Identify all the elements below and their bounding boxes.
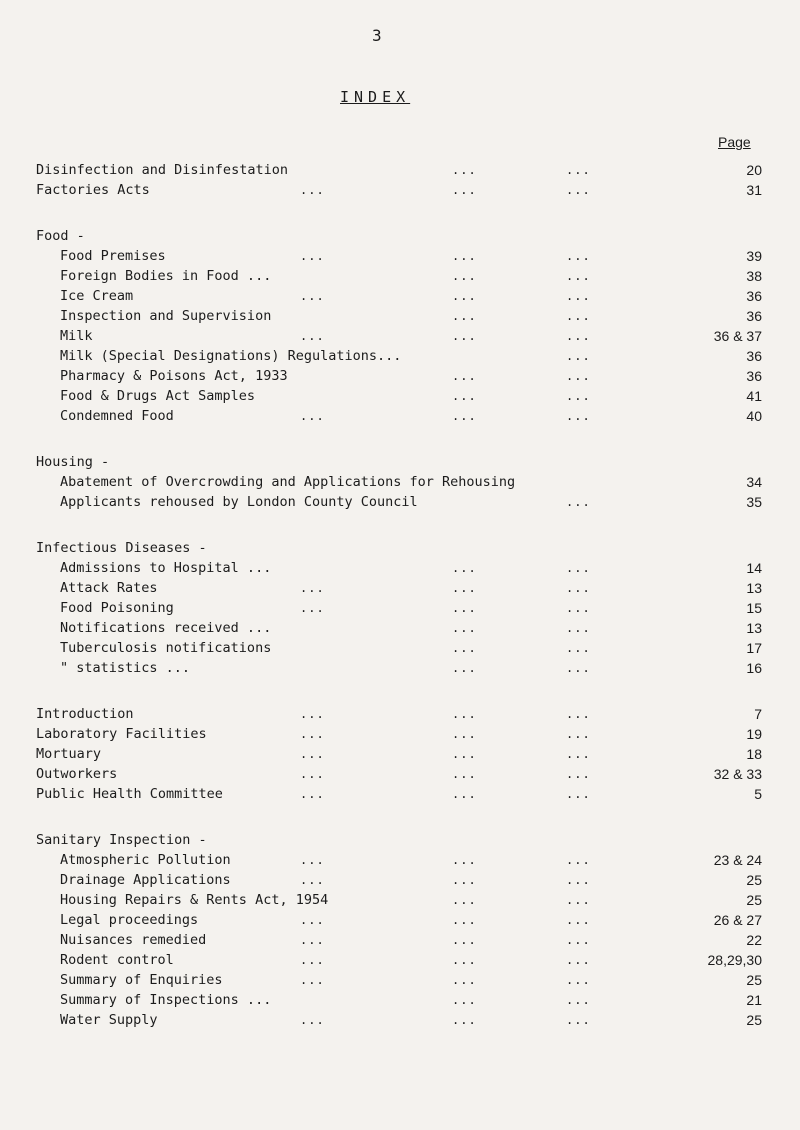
entry-page-number: 32 & 33 bbox=[713, 766, 762, 782]
entry-label: Milk bbox=[60, 328, 93, 344]
entry-label: Condemned Food bbox=[60, 408, 174, 424]
leader-dots: ... bbox=[300, 707, 325, 721]
leader-dots: ... bbox=[452, 853, 477, 867]
entry-label: Applicants rehoused by London County Council bbox=[60, 494, 418, 510]
leader-dots: ... bbox=[452, 1013, 477, 1027]
leader-dots: ... bbox=[566, 561, 591, 575]
leader-dots: ... bbox=[452, 973, 477, 987]
leader-dots: ... bbox=[452, 163, 477, 177]
entry-page-number: 13 bbox=[746, 620, 762, 636]
entry-page-number: 15 bbox=[746, 600, 762, 616]
entry-page-number: 31 bbox=[746, 182, 762, 198]
entry-label: Introduction bbox=[36, 706, 134, 722]
leader-dots: ... bbox=[566, 495, 591, 509]
leader-dots: ... bbox=[300, 953, 325, 967]
leader-dots: ... bbox=[566, 163, 591, 177]
entry-label: Tuberculosis notifications bbox=[60, 640, 272, 656]
index-entry bbox=[0, 306, 800, 326]
leader-dots: ... bbox=[452, 269, 477, 283]
leader-dots: ... bbox=[566, 389, 591, 403]
entry-page-number: 36 & 37 bbox=[713, 328, 762, 344]
index-entry bbox=[0, 578, 800, 598]
entry-label: Food Poisoning bbox=[60, 600, 174, 616]
leader-dots: ... bbox=[566, 973, 591, 987]
index-entry bbox=[0, 704, 800, 724]
leader-dots: ... bbox=[452, 183, 477, 197]
entry-page-number: 35 bbox=[746, 494, 762, 510]
entry-page-number: 23 & 24 bbox=[713, 852, 762, 868]
leader-dots: ... bbox=[566, 289, 591, 303]
entry-label: Ice Cream bbox=[60, 288, 134, 304]
section-gap bbox=[0, 678, 800, 704]
leader-dots: ... bbox=[300, 581, 325, 595]
entry-page-number: 20 bbox=[746, 162, 762, 178]
index-entry bbox=[0, 160, 800, 180]
entry-page-number: 36 bbox=[746, 308, 762, 324]
index-list bbox=[0, 160, 800, 1030]
leader-dots: ... bbox=[452, 389, 477, 403]
leader-dots: ... bbox=[566, 767, 591, 781]
leader-dots: ... bbox=[452, 661, 477, 675]
leader-dots: ... bbox=[452, 641, 477, 655]
entry-label: Housing Repairs & Rents Act, 1954 bbox=[60, 892, 329, 908]
leader-dots: ... bbox=[566, 707, 591, 721]
entry-label: Nuisances remedied bbox=[60, 932, 207, 948]
leader-dots: ... bbox=[452, 289, 477, 303]
entry-page-number: 36 bbox=[746, 288, 762, 304]
entry-page-number: 25 bbox=[746, 872, 762, 888]
entry-page-number: 34 bbox=[746, 474, 762, 490]
index-entry bbox=[0, 990, 800, 1010]
entry-page-number: 18 bbox=[746, 746, 762, 762]
index-entry bbox=[0, 472, 800, 492]
entry-page-number: 5 bbox=[754, 786, 762, 802]
leader-dots: ... bbox=[452, 993, 477, 1007]
entry-label: Food - bbox=[36, 228, 85, 244]
leader-dots: ... bbox=[452, 893, 477, 907]
index-entry bbox=[0, 366, 800, 386]
entry-page-number: 16 bbox=[746, 660, 762, 676]
entry-label: Mortuary bbox=[36, 746, 102, 762]
index-entry bbox=[0, 950, 800, 970]
entry-label: Water Supply bbox=[60, 1012, 158, 1028]
entry-label: Pharmacy & Poisons Act, 1933 bbox=[60, 368, 288, 384]
leader-dots: ... bbox=[566, 661, 591, 675]
entry-label: Attack Rates bbox=[60, 580, 158, 596]
leader-dots: ... bbox=[300, 249, 325, 263]
section-gap bbox=[0, 200, 800, 226]
index-entry bbox=[0, 492, 800, 512]
index-entry bbox=[0, 386, 800, 406]
entry-label: Notifications received ... bbox=[60, 620, 272, 636]
index-entry bbox=[0, 850, 800, 870]
entry-page-number: 25 bbox=[746, 1012, 762, 1028]
entry-page-number: 21 bbox=[746, 992, 762, 1008]
index-entry bbox=[0, 1010, 800, 1030]
leader-dots: ... bbox=[452, 369, 477, 383]
section-gap bbox=[0, 804, 800, 830]
leader-dots: ... bbox=[566, 581, 591, 595]
entry-label: Laboratory Facilities bbox=[36, 726, 207, 742]
index-entry bbox=[0, 724, 800, 744]
entry-page-number: 22 bbox=[746, 932, 762, 948]
index-entry bbox=[0, 266, 800, 286]
leader-dots: ... bbox=[566, 913, 591, 927]
page-number: 3 bbox=[372, 26, 382, 45]
leader-dots: ... bbox=[300, 289, 325, 303]
entry-page-number: 38 bbox=[746, 268, 762, 284]
leader-dots: ... bbox=[452, 329, 477, 343]
leader-dots: ... bbox=[300, 973, 325, 987]
entry-page-number: 14 bbox=[746, 560, 762, 576]
entry-label: Atmospheric Pollution bbox=[60, 852, 231, 868]
entry-label: " statistics ... bbox=[60, 660, 191, 676]
index-entry bbox=[0, 930, 800, 950]
entry-label: Infectious Diseases - bbox=[36, 540, 207, 556]
leader-dots: ... bbox=[566, 349, 591, 363]
leader-dots: ... bbox=[566, 641, 591, 655]
leader-dots: ... bbox=[566, 309, 591, 323]
leader-dots: ... bbox=[566, 621, 591, 635]
entry-page-number: 41 bbox=[746, 388, 762, 404]
page-title: INDEX bbox=[340, 88, 411, 106]
entry-label: Food Premises bbox=[60, 248, 166, 264]
entry-page-number: 25 bbox=[746, 972, 762, 988]
index-entry bbox=[0, 406, 800, 426]
leader-dots: ... bbox=[566, 601, 591, 615]
leader-dots: ... bbox=[300, 933, 325, 947]
leader-dots: ... bbox=[452, 953, 477, 967]
leader-dots: ... bbox=[566, 853, 591, 867]
section-gap bbox=[0, 512, 800, 538]
leader-dots: ... bbox=[300, 767, 325, 781]
index-entry bbox=[0, 598, 800, 618]
entry-page-number: 40 bbox=[746, 408, 762, 424]
leader-dots: ... bbox=[300, 409, 325, 423]
index-entry bbox=[0, 638, 800, 658]
index-entry bbox=[0, 180, 800, 200]
index-entry bbox=[0, 744, 800, 764]
entry-label: Housing - bbox=[36, 454, 110, 470]
leader-dots: ... bbox=[300, 329, 325, 343]
entry-page-number: 25 bbox=[746, 892, 762, 908]
leader-dots: ... bbox=[566, 369, 591, 383]
leader-dots: ... bbox=[452, 601, 477, 615]
index-entry bbox=[0, 246, 800, 266]
leader-dots: ... bbox=[300, 183, 325, 197]
entry-label: Milk (Special Designations) Regulations... bbox=[60, 348, 402, 364]
index-entry bbox=[0, 890, 800, 910]
leader-dots: ... bbox=[452, 913, 477, 927]
entry-label: Summary of Inspections ... bbox=[60, 992, 272, 1008]
leader-dots: ... bbox=[566, 727, 591, 741]
page-column-header: Page bbox=[718, 134, 751, 150]
index-entry bbox=[0, 970, 800, 990]
leader-dots: ... bbox=[300, 1013, 325, 1027]
entry-label: Drainage Applications bbox=[60, 872, 231, 888]
leader-dots: ... bbox=[566, 873, 591, 887]
index-entry bbox=[0, 830, 800, 850]
entry-page-number: 26 & 27 bbox=[713, 912, 762, 928]
entry-label: Rodent control bbox=[60, 952, 174, 968]
index-entry bbox=[0, 658, 800, 678]
leader-dots: ... bbox=[300, 601, 325, 615]
leader-dots: ... bbox=[566, 409, 591, 423]
leader-dots: ... bbox=[566, 953, 591, 967]
index-entry bbox=[0, 764, 800, 784]
leader-dots: ... bbox=[566, 183, 591, 197]
entry-label: Legal proceedings bbox=[60, 912, 199, 928]
leader-dots: ... bbox=[452, 309, 477, 323]
leader-dots: ... bbox=[300, 747, 325, 761]
leader-dots: ... bbox=[452, 873, 477, 887]
entry-page-number: 36 bbox=[746, 368, 762, 384]
leader-dots: ... bbox=[566, 933, 591, 947]
index-entry bbox=[0, 558, 800, 578]
leader-dots: ... bbox=[452, 933, 477, 947]
index-entry bbox=[0, 286, 800, 306]
entry-label: Inspection and Supervision bbox=[60, 308, 272, 324]
entry-page-number: 13 bbox=[746, 580, 762, 596]
index-entry bbox=[0, 910, 800, 930]
entry-page-number: 39 bbox=[746, 248, 762, 264]
leader-dots: ... bbox=[566, 787, 591, 801]
leader-dots: ... bbox=[300, 913, 325, 927]
leader-dots: ... bbox=[566, 269, 591, 283]
leader-dots: ... bbox=[452, 581, 477, 595]
entry-page-number: 17 bbox=[746, 640, 762, 656]
section-gap bbox=[0, 426, 800, 452]
entry-page-number: 19 bbox=[746, 726, 762, 742]
entry-label: Factories Acts bbox=[36, 182, 150, 198]
leader-dots: ... bbox=[452, 767, 477, 781]
leader-dots: ... bbox=[566, 329, 591, 343]
leader-dots: ... bbox=[452, 787, 477, 801]
entry-page-number: 28,29,30 bbox=[707, 952, 762, 968]
leader-dots: ... bbox=[452, 727, 477, 741]
entry-label: Foreign Bodies in Food ... bbox=[60, 268, 272, 284]
index-entry bbox=[0, 346, 800, 366]
leader-dots: ... bbox=[566, 993, 591, 1007]
leader-dots: ... bbox=[452, 707, 477, 721]
leader-dots: ... bbox=[452, 621, 477, 635]
index-entry bbox=[0, 226, 800, 246]
entry-label: Sanitary Inspection - bbox=[36, 832, 207, 848]
leader-dots: ... bbox=[300, 787, 325, 801]
leader-dots: ... bbox=[566, 747, 591, 761]
leader-dots: ... bbox=[452, 561, 477, 575]
index-entry bbox=[0, 326, 800, 346]
leader-dots: ... bbox=[566, 893, 591, 907]
entry-label: Disinfection and Disinfestation bbox=[36, 162, 288, 178]
entry-page-number: 36 bbox=[746, 348, 762, 364]
leader-dots: ... bbox=[566, 1013, 591, 1027]
entry-label: Summary of Enquiries bbox=[60, 972, 223, 988]
leader-dots: ... bbox=[452, 409, 477, 423]
index-entry bbox=[0, 618, 800, 638]
entry-label: Food & Drugs Act Samples bbox=[60, 388, 256, 404]
entry-label: Admissions to Hospital ... bbox=[60, 560, 272, 576]
index-entry bbox=[0, 452, 800, 472]
index-entry bbox=[0, 538, 800, 558]
index-entry bbox=[0, 870, 800, 890]
entry-label: Public Health Committee bbox=[36, 786, 223, 802]
index-entry bbox=[0, 784, 800, 804]
leader-dots: ... bbox=[452, 747, 477, 761]
leader-dots: ... bbox=[566, 249, 591, 263]
entry-label: Abatement of Overcrowding and Applications for Rehousing bbox=[60, 474, 516, 490]
leader-dots: ... bbox=[300, 727, 325, 741]
leader-dots: ... bbox=[300, 853, 325, 867]
entry-page-number: 7 bbox=[754, 706, 762, 722]
leader-dots: ... bbox=[300, 873, 325, 887]
entry-label: Outworkers bbox=[36, 766, 118, 782]
leader-dots: ... bbox=[452, 249, 477, 263]
